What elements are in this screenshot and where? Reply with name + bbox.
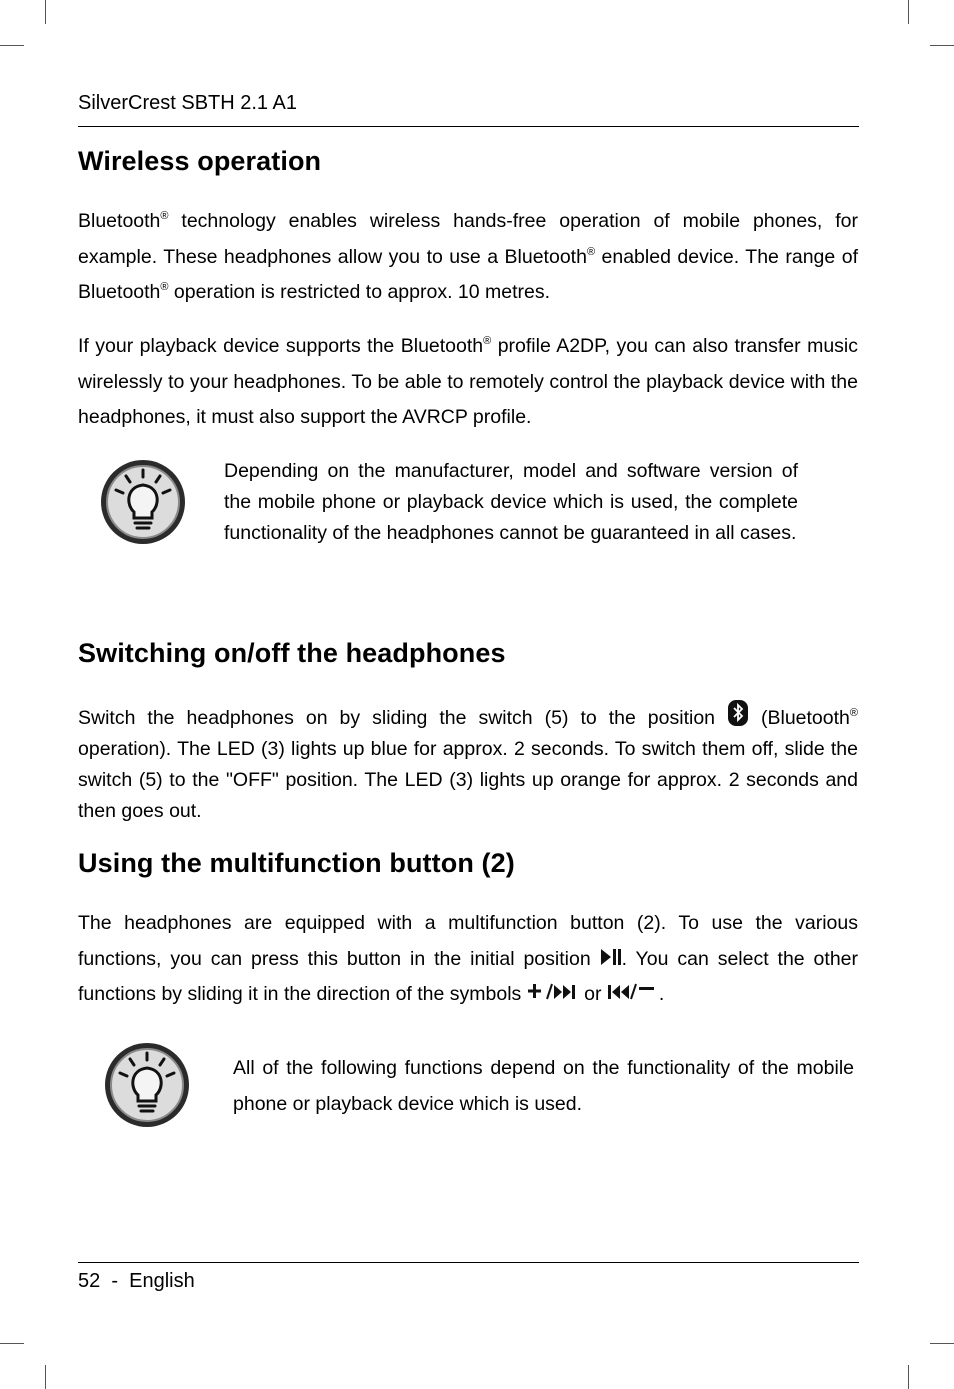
prev-minus-icon <box>607 982 659 1002</box>
play-pause-icon <box>600 947 622 967</box>
heading-multifunction-button: Using the multifunction button (2) <box>78 848 515 878</box>
crop-mark <box>45 1365 46 1389</box>
crop-mark <box>930 45 954 46</box>
page-footer: 52 - English <box>78 1270 195 1292</box>
crop-mark <box>0 1343 24 1344</box>
heading-switching-on-off: Switching on/off the headphones <box>78 638 506 668</box>
header-rule <box>78 126 859 127</box>
plus-next-icon <box>527 982 579 1002</box>
crop-mark <box>908 1365 909 1389</box>
crop-mark <box>45 0 46 24</box>
paragraph-switching: Switch the headphones on by sliding the switch (5) to the position (Bluetooth® operation). The LED (3) lights up blue for approx. 2 seconds. To switch them off, slide the switch (5) to the "OFF" position. The LED (3) lights up orange for approx. 2 seconds and then goes out. <box>78 700 858 827</box>
footer-rule <box>78 1262 859 1263</box>
crop-mark <box>930 1343 954 1344</box>
page-header: SilverCrest SBTH 2.1 A1 <box>78 92 297 114</box>
bluetooth-icon <box>727 700 749 726</box>
crop-mark <box>908 0 909 24</box>
paragraph-bluetooth-technology: Bluetooth® technology enables wireless hands-free operation of mobile phones, for example. These headphones allow you to use a Bluetooth® enabled device. The range of Bluetooth® operation is restricted to approx. 10 metres. <box>78 210 858 303</box>
paragraph-a2dp-profile: If your playback device supports the Bluetooth® profile A2DP, you can also transfer music wirelessly to your headphones. To be able to remotely control the playback device with the headphones, it must also support the AVRCP profile. <box>78 335 859 428</box>
paragraph-multifunction: The headphones are equipped with a multifunction button (2). To use the various functions, you can press this button in the initial position . You can select the other functions by sliding it in the direction of the symbols or . <box>78 912 859 1005</box>
crop-mark <box>0 45 24 46</box>
lightbulb-tip-icon <box>102 1040 192 1130</box>
heading-wireless-operation: Wireless operation <box>78 146 322 176</box>
lightbulb-tip-icon <box>98 457 188 547</box>
note-following-functions: All of the following functions depend on the functionality of the mobile phone or playback device which is used. <box>233 1057 854 1115</box>
note-functionality: Depending on the manufacturer, model and software version of the mobile phone or playback device which is used, the complete functionality of the headphones cannot be guaranteed in all cases. <box>224 460 798 544</box>
